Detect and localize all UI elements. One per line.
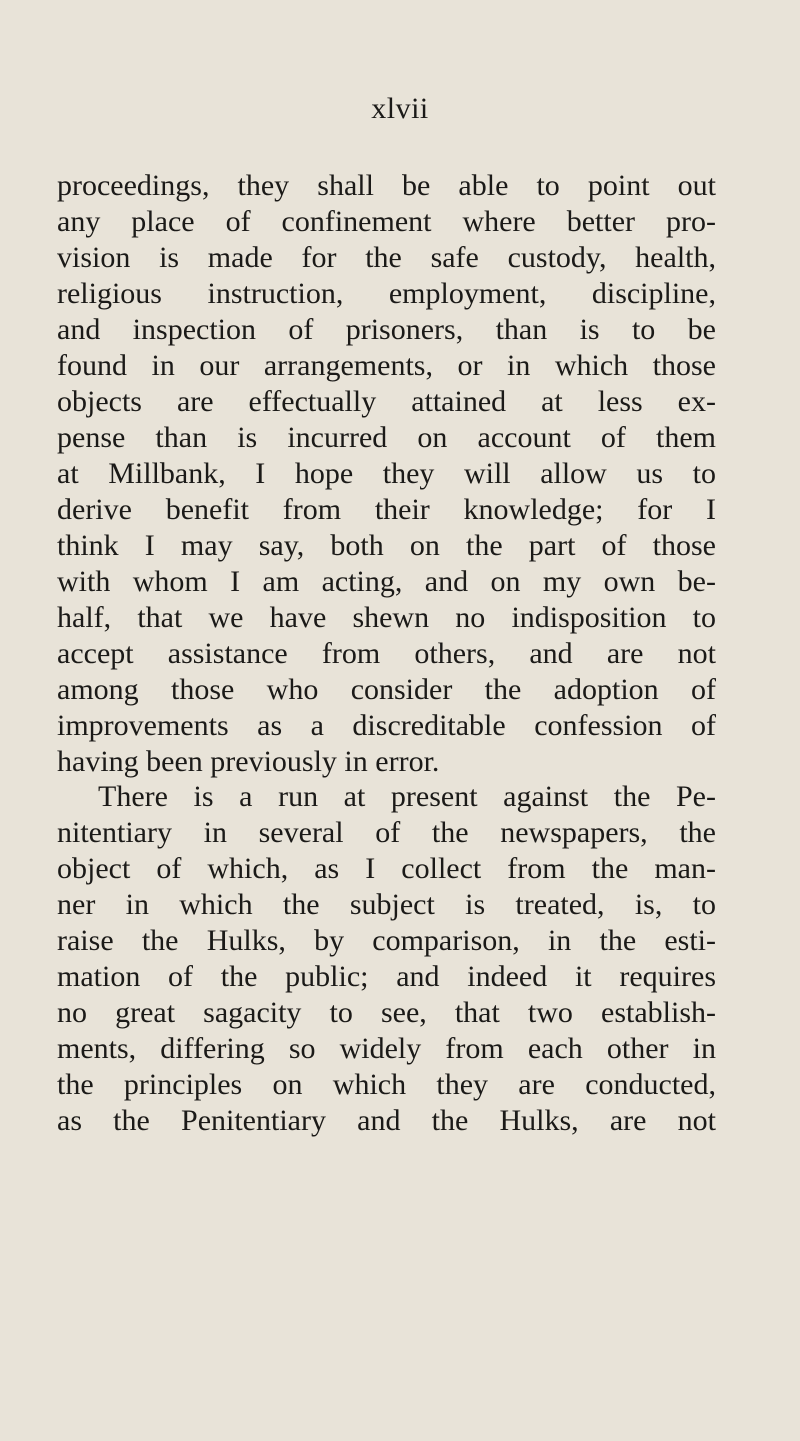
paragraph-1-line: vision is made for the safe custody, health, [57,241,716,274]
paragraph-1-line: proceedings, they shall be able to point out [57,169,716,202]
paragraph-1-line: and inspection of prisoners, than is to be [57,313,716,346]
paragraph-1-line: with whom I am acting, and on my own be- [57,565,716,598]
paragraph-2-line: as the Penitentiary and the Hulks, are not [57,1104,716,1137]
paragraph-1-line: think I may say, both on the part of those [57,529,716,562]
paragraph-1-line: among those who consider the adoption of [57,673,716,706]
paragraph-2-line: raise the Hulks, by comparison, in the esti- [57,924,716,957]
paragraph-1-line: accept assistance from others, and are not [57,637,716,670]
paragraph-2-line: nitentiary in several of the newspapers, the [57,816,716,849]
paragraph-1-line: any place of confinement where better pro- [57,205,716,238]
paragraph-2-line: no great sagacity to see, that two establish- [57,996,716,1029]
paragraph-1-line: pense than is incurred on account of them [57,421,716,454]
paragraph-2-line: object of which, as I collect from the man- [57,852,716,885]
paragraph-2-line: mation of the public; and indeed it requires [57,960,716,993]
paragraph-1-line: improvements as a discreditable confession of [57,709,716,742]
paragraph-2-line: the principles on which they are conducted, [57,1068,716,1101]
paragraph-1-line: having been previously in error. [57,745,440,778]
paragraph-1-line: found in our arrangements, or in which those [57,349,716,382]
paragraph-2-line: ments, differing so widely from each other in [57,1032,716,1065]
paragraph-1-line: objects are effectually attained at less ex- [57,385,716,418]
page-number: xlvii [371,92,429,125]
paragraph-2-line: ner in which the subject is treated, is, to [57,888,716,921]
paragraph-2-line: There is a run at present against the Pe- [98,780,716,813]
paragraph-1-line: derive benefit from their knowledge; for I [57,493,716,526]
paragraph-1-line: at Millbank, I hope they will allow us to [57,457,716,490]
paragraph-1-line: half, that we have shewn no indisposition to [57,601,716,634]
paragraph-1-line: religious instruction, employment, discipline, [57,277,716,310]
